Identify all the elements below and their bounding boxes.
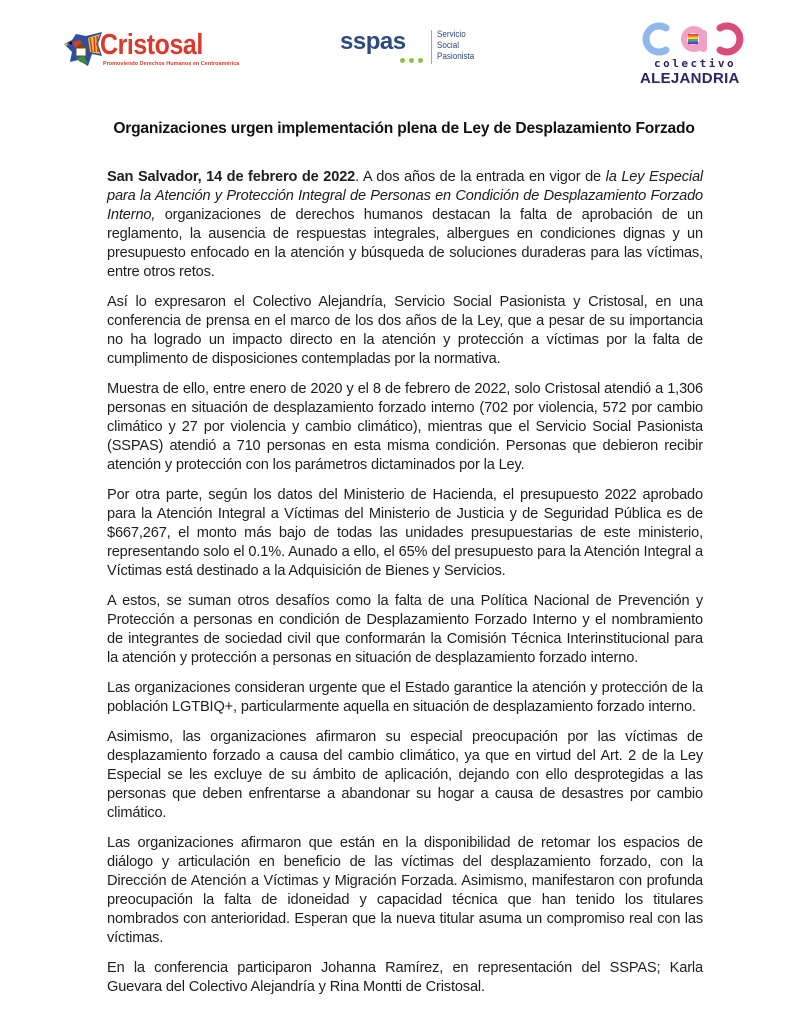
paragraph: En la conferencia participaron Johanna Ramírez, en representación del SSPAS; Karla Guevara del Colectivo Alejandría y Rina Montti de Cristosal. (107, 960, 703, 995)
paragraph: Asimismo, las organizaciones afirmaron su especial preocupación por las víctimas de desplazamiento forzado a causa del cambio climático, ya que en virtud del Art. 2 de la Ley Especial se les excluye de su ámbito de aplicación, dejando con ello desprotegidas a las personas que deben enfrentarse a abandonar su hogar a causa de desastres por cambio climático. (107, 729, 703, 821)
cristosal-logo (62, 28, 240, 74)
intro-lead: . A dos años de la entrada en vigor de (355, 169, 606, 185)
paragraph: Muestra de ello, entre enero de 2020 y el 8 de febrero de 2022, solo Cristosal atendió a 1,306 personas en situación de desplazamiento forzado interno (702 por violencia, 572 por cambio climático y 27 por violencia y cambio climático), mientras que el Servicio Social Pasionista (SSPAS) atendió a 710 personas en esta misma condición. Personas que debieron recibir atención y protección con los parámetros dictaminados por la Ley. (107, 381, 703, 473)
paragraph: Las organizaciones consideran urgente que el Estado garantice la atención y protección de la población LGTBIQ+, particularmente aquella en situación de desplazamiento forzado interno. (107, 680, 703, 715)
alejandria-line1: colectivo (654, 57, 737, 70)
alejandria-line2: ALEJANDRIA (640, 70, 740, 87)
sspas-subtitle-line: Social (437, 40, 459, 51)
document-title: Organizaciones urgen implementación plena de Ley de Desplazamiento Forzado (113, 120, 695, 137)
sspas-logo (340, 28, 490, 68)
paragraph-intro (107, 168, 703, 282)
bird-icon (62, 30, 104, 70)
document-body (107, 168, 703, 1008)
intro-rest: organizaciones de derechos humanos destacan la falta de aprobación de un reglamento, la ausencia de respuestas integrales, albergues en condiciones dignas y un presupuesto enfocado en la atención y búsqueda de soluciones duraderas para las víctimas, entre otros retos. (107, 207, 703, 280)
logo-divider (431, 30, 432, 64)
sspas-subtitle-line: Servicio (437, 29, 466, 40)
paragraph: A estos, se suman otros desafíos como la falta de una Política Nacional de Prevención y Protección a personas en condición de Desplazamiento Forzado Interno y el nombramiento de integrantes de sociedad civil que conformarán la Comisión Técnica Interinstitucional para la atención y protección a personas en situación de desplazamiento forzado interno. (107, 593, 703, 666)
paragraph: Las organizaciones afirmaron que están en la disponibilidad de retomar los espacios de diálogo y articulación en beneficio de las víctimas del desplazamiento forzado, con la Dirección de Atención a Víctimas y Migración Forzada. Asimismo, manifestaron con profunda preocupación la falta de idoneidad y capacidad técnica que han tenido los titulares nombrados con anterioridad. Esperan que la nueva titular asuma un compromiso real con las víctimas. (107, 835, 703, 946)
dots-icon (400, 58, 423, 63)
sspas-wordmark: sspas (340, 28, 406, 55)
dateline: San Salvador, 14 de febrero de 2022 (107, 169, 356, 185)
cristosal-wordmark: Cristosal (100, 29, 203, 61)
sspas-subtitle-line: Pasionista (437, 51, 475, 62)
cac-mark-icon (636, 20, 756, 56)
colectivo-alejandria-logo (632, 20, 762, 100)
paragraph: Así lo expresaron el Colectivo Alejandría, Servicio Social Pasionista y Cristosal, en una conferencia de prensa en el marco de los dos años de la Ley, que a pesar de su importancia no ha logrado un impacto directo en la atención y protección a víctimas por la falta de cumplimento de disposiciones contempladas por la normativa. (107, 294, 703, 367)
paragraph: Por otra parte, según los datos del Ministerio de Hacienda, el presupuesto 2022 aprobado para la Atención Integral a Víctimas del Ministerio de Justicia y de Seguridad Pública es de $667,267, el monto más bajo de todas las unidades presupuestarias de este ministerio, representando solo el 0.1%. Aunado a ello, el 65% del presupuesto para la Atención Integral a Víctimas está destinado a la Adquisición de Bienes y Servicios. (107, 487, 703, 579)
law-name: la Ley Especial para la Atención y Protección Integral de Personas en Condición de Desplazamiento Forzado Interno, (107, 169, 704, 223)
cristosal-tagline: Promoviendo Derechos Humanos en Centroamérica (103, 61, 240, 67)
sspas-subtitle (437, 29, 474, 62)
